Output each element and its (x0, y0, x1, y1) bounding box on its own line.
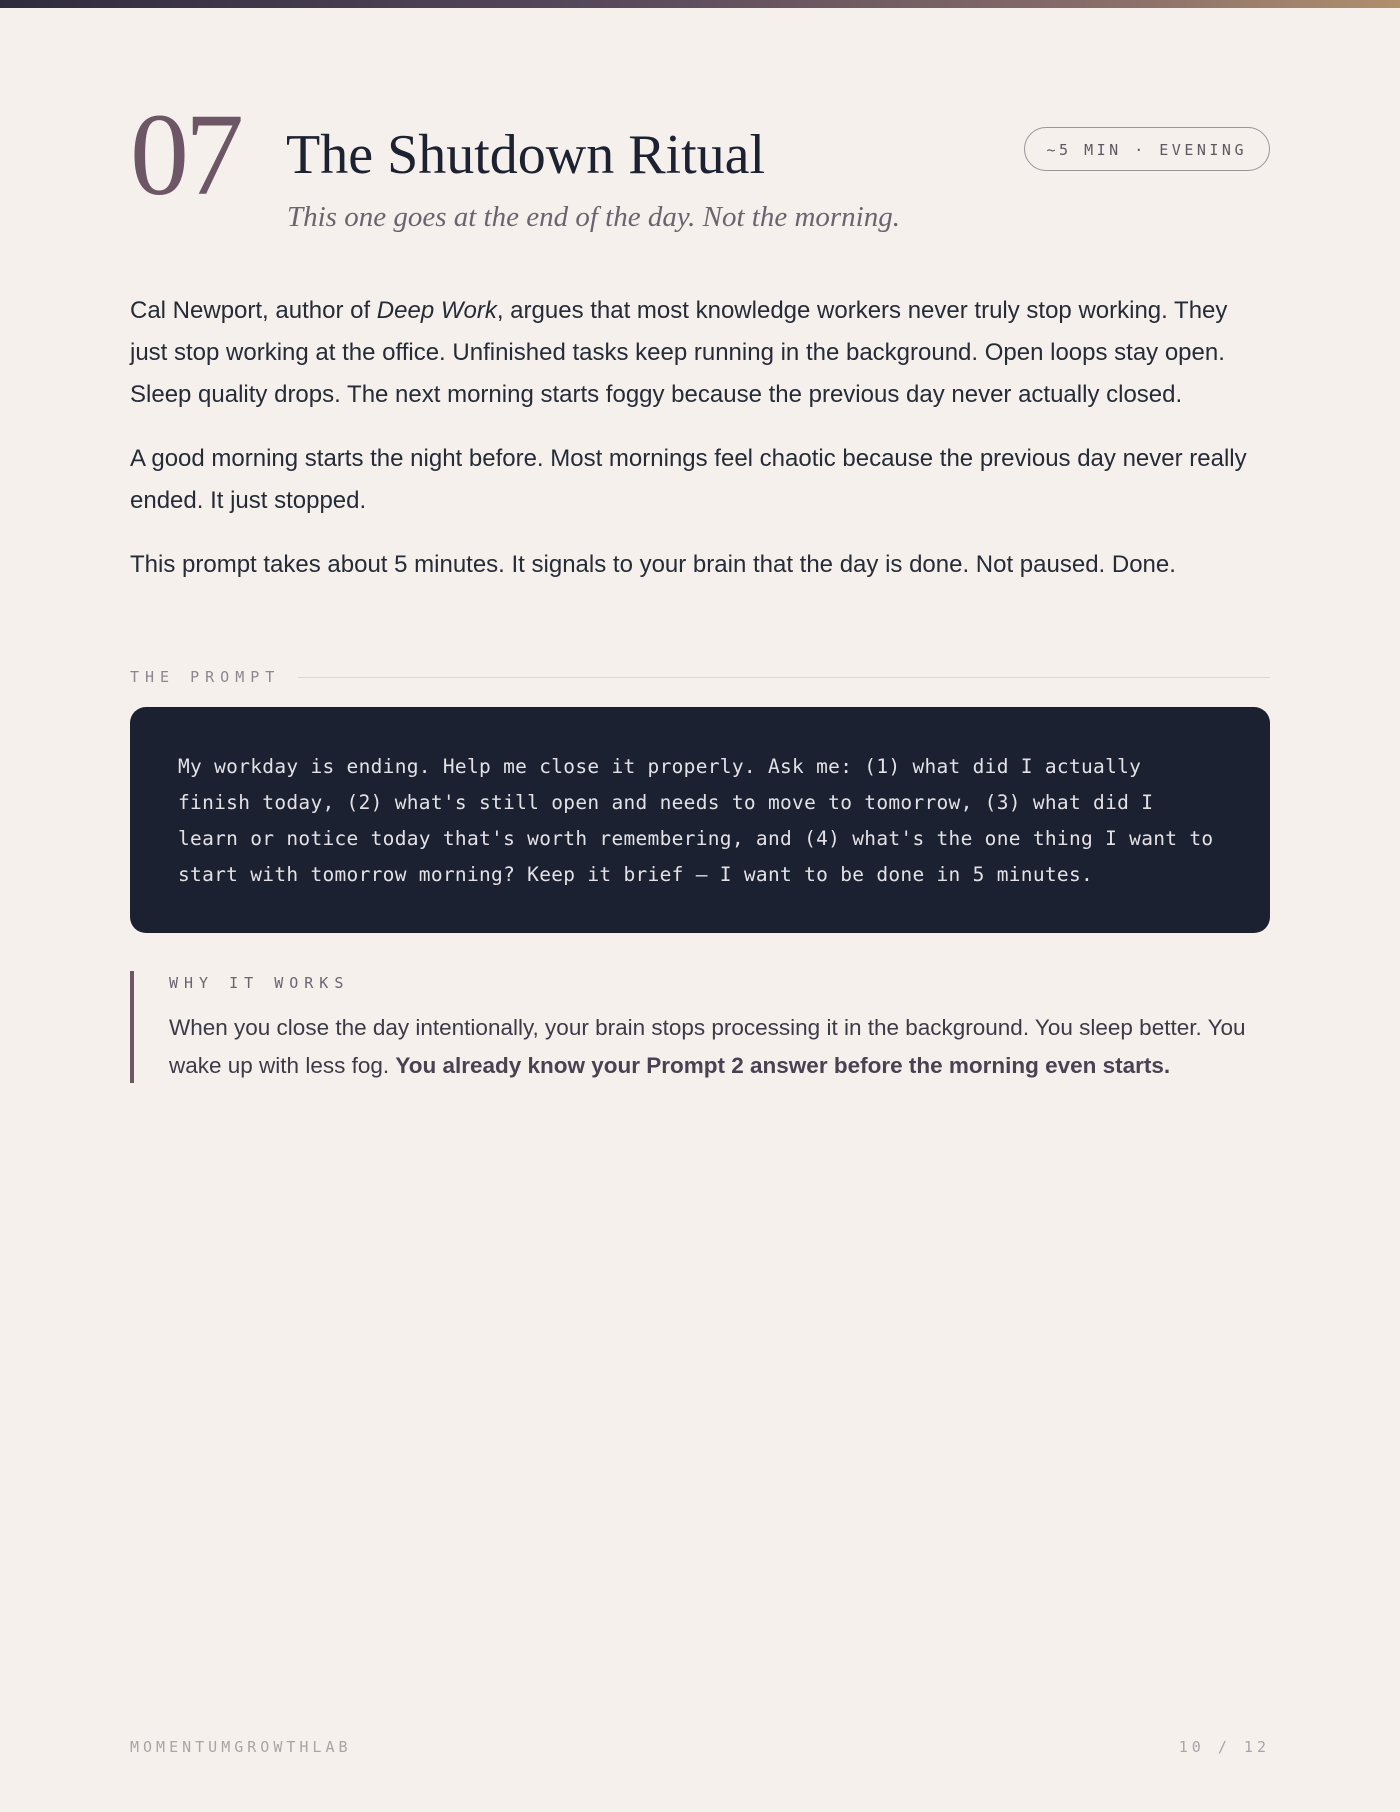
paragraph-intro (130, 290, 1270, 416)
chapter-number: 07 (130, 89, 240, 220)
paragraph-duration: This prompt takes about 5 minutes. It signals to your brain that the day is done. Not paused. Done. (130, 551, 1176, 578)
prompt-section-header (130, 664, 1270, 690)
paragraph-morning: A good morning starts the night before. Most mornings feel chaotic because the previous day never really ended. It just stopped. (130, 445, 1247, 514)
why-it-works-callout (130, 971, 1270, 1083)
book-title: Deep Work (376, 297, 497, 324)
why-it-works-highlight: You already know your Prompt 2 answer before the morning even starts. (395, 1053, 1171, 1078)
page-number: 10 / 12 (1178, 1738, 1270, 1756)
why-it-works-plain: When you close the day intentionally, your brain stops processing it in the background. You sleep better. You wake up with less fog. (169, 1015, 1246, 1078)
paragraph-intro-lead: Cal Newport, author of (130, 297, 377, 324)
chapter-title: The Shutdown Ritual (286, 124, 766, 186)
chapter-header (130, 0, 1270, 250)
prompt-text[interactable]: My workday is ending. Help me close it properly. Ask me: (1) what did I actually finish today, (2) what's still open and needs to move to tomorrow, (3) what did I learn or notice today that's worth remembering, and (4) what's the one thing I want to start with tomorrow morning? Keep it brief — I want to be done in 5 minutes. (178, 755, 1214, 886)
prompt-section-label: THE PROMPT (130, 668, 281, 686)
chapter-subtitle: This one goes at the end of the day. Not the morning. (287, 201, 900, 233)
page-content (130, 0, 1270, 1078)
time-badge: ~5 MIN · EVENING (1024, 127, 1271, 171)
paragraph-intro-rest: , argues that most knowledge workers never truly stop working. They just stop working at the office. Unfinished tasks keep running in the background. Open loops stay open. Sleep quality drops. The next morning starts foggy because the previous day never actually closed. (130, 297, 1228, 408)
footer-brand: MOMENTUMGROWTHLAB (130, 1738, 352, 1756)
body-text (130, 290, 1270, 608)
why-it-works-label: WHY IT WORKS (169, 974, 350, 992)
why-it-works-text (169, 1009, 1270, 1085)
prompt-box[interactable] (130, 707, 1270, 933)
section-divider (298, 677, 1270, 678)
